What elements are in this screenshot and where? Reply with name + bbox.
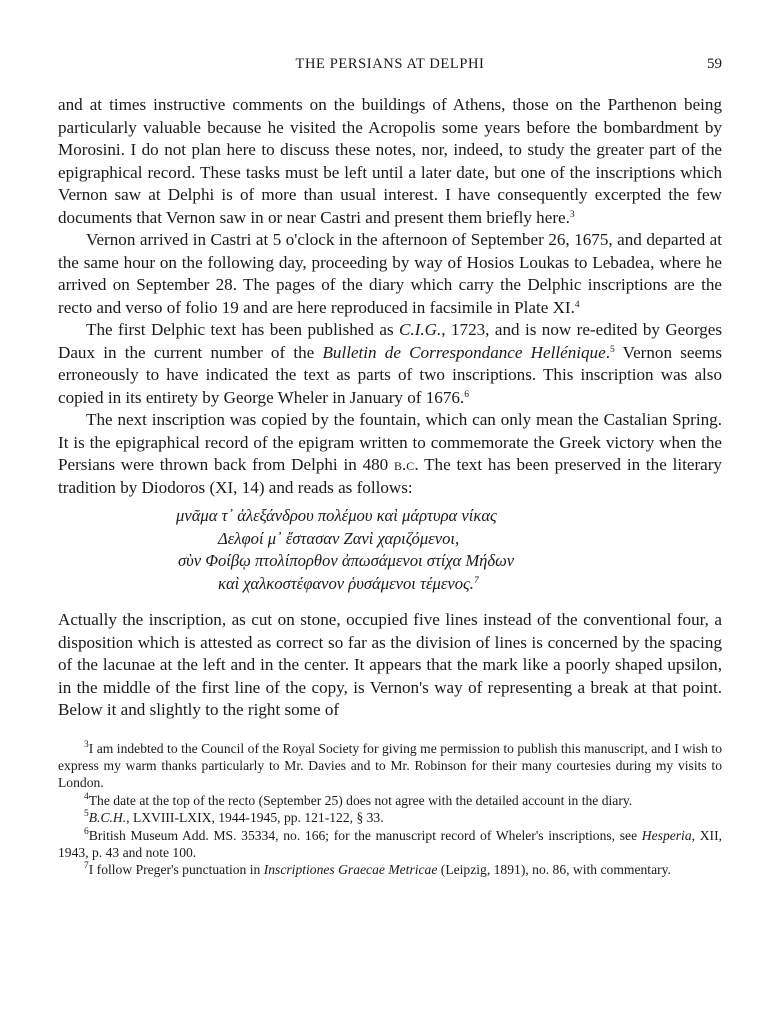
footnote-text: The date at the top of the recto (September 25) does not agree with the detailed account in the diary.	[88, 792, 633, 808]
footnote-4	[58, 792, 722, 809]
text-run: , 1723, and is now re-edited by Georges Daux in the current number of the	[58, 320, 722, 362]
paragraph-4	[58, 409, 722, 499]
text-run: .	[605, 342, 610, 362]
footnote-3	[58, 740, 722, 792]
text-run: The first Delphic text has been published as	[86, 320, 400, 339]
verse-text: καὶ χαλκοστέφανον ῥυσάμενοι τέμενος.	[218, 573, 474, 593]
running-title: THE PERSIANS AT DELPHI	[295, 56, 485, 72]
footnote-italic: Hesperia	[641, 827, 692, 843]
text-run: The next inscription was copied by the fountain, which can only mean the Castalian Spring. It is the epigraphical record of the epigram written to commemorate the Greek victory when the Persians were thrown back from Delphi in 480	[58, 410, 722, 474]
text-run: and at times instructive comments on the buildings of Athens, those on the Parthenon being particularly valuable because he visited the Acropolis some years before the bombardment by Morosini. I do not plan here to discuss these notes, nor, indeed, to study the greater part of the epigraphical record. These tasks must be left until a later date, but one of the inscriptions which Vernon saw at Delphi is of more than usual interest. I have consequently excerpted the few documents that Vernon saw in or near Castri and present them briefly here.	[58, 95, 722, 227]
footnote-number: 7	[84, 861, 89, 872]
footnote-number: 4	[84, 791, 89, 802]
footnote-7	[58, 861, 722, 878]
paragraph-1	[58, 94, 722, 229]
paragraph-5	[58, 609, 722, 722]
greek-epigram	[176, 505, 722, 595]
footnotes	[58, 740, 722, 879]
footnote-text: I follow Preger's punctuation in	[88, 862, 264, 878]
era-abbreviation: b.c.	[394, 455, 419, 474]
text-run: The text has been preserved in the literary tradition by Diodoros (XI, 14) and reads as follows:	[58, 455, 722, 497]
footnote-text: , XII, 1943, p. 43 and note 100.	[58, 827, 722, 860]
footnote-number: 5	[84, 809, 89, 820]
footnote-italic: Inscriptiones Graecae Metricae	[263, 862, 438, 878]
footnote-text: British Museum Add. MS. 35334, no. 166; for the manuscript record of Wheler's inscriptions, see	[88, 827, 642, 843]
footnote-ref-7: 7	[473, 575, 479, 586]
footnote-5	[58, 809, 722, 826]
footnote-number: 3	[84, 739, 89, 750]
footnote-ref-3: 3	[569, 209, 575, 220]
running-header	[58, 56, 722, 78]
footnote-ref-6: 6	[464, 389, 469, 400]
text-run: Vernon arrived in Castri at 5 o'clock in the afternoon of September 26, 1675, and departed at the same hour on the following day, proceeding by way of Hosios Loukas to Lebadea, where he arrived on September 28. The pages of the diary which carry the Delphic inscriptions are the recto and verso of folio 19 and are here reproduced in facsimile in Plate XI.	[58, 230, 722, 317]
body-text	[58, 94, 722, 722]
page	[58, 56, 722, 879]
footnote-ref-5: 5	[609, 344, 615, 355]
journal-title: Bulletin de Correspondance Hellénique	[322, 342, 606, 362]
verse-line-3: σὺν Φοίβῳ πτολίπορθον ἀπωσάμενοι στίχα Μήδων	[178, 551, 515, 570]
text-run: Vernon seems erroneously to have indicated the text as parts of two inscriptions. This inscription was also copied in its entirety by George Wheler in January of 1676.	[58, 342, 722, 407]
footnote-ref-4: 4	[574, 299, 580, 310]
footnote-text: (Leipzig, 1891), no. 86, with commentary.	[437, 862, 671, 878]
footnote-text: , LXVIII-LXIX, 1944-1945, pp. 121-122, § 33.	[126, 810, 384, 826]
paragraph-2	[58, 229, 722, 319]
verse-line-2: Δελφοί μ᾽ ἔστασαν Ζανὶ χαριζόμενοι,	[218, 528, 460, 548]
paragraph-3	[58, 319, 722, 409]
page-number: 59	[707, 56, 722, 72]
text-run: Actually the inscription, as cut on stone, occupied five lines instead of the conventional four, a disposition which is attested as correct so far as the division of lines is concerned by the spacing of the lacunae at the left and in the center. It appears that the mark like a poorly shaped upsilon, in the middle of the first line of the copy, is Vernon's way of representing a break at that point. Below it and slightly to the right some of	[58, 610, 722, 719]
footnote-number: 6	[84, 826, 89, 837]
footnote-italic: B.C.H.	[88, 810, 127, 826]
verse-line-4	[176, 573, 722, 596]
citation-italic: C.I.G.	[399, 320, 442, 339]
footnote-6	[58, 827, 722, 862]
footnote-text: I am indebted to the Council of the Royal Society for giving me permission to publish this manuscript, and I wish to express my warm thanks particularly to Mr. Davies and to Mr. Robinson for their many courtesies during my visits to London.	[58, 740, 722, 791]
verse-line-1: μνᾶμα τ᾽ ἀλεξάνδρου πολέμου καὶ μάρτυρα νίκας	[176, 506, 497, 525]
